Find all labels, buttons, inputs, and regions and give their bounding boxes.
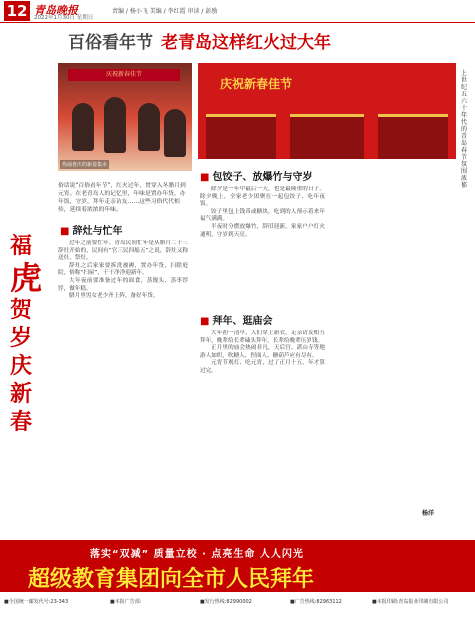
headline-left: 百俗看年节 bbox=[68, 33, 153, 53]
vertical-title-char: 虎 bbox=[10, 259, 43, 297]
vertical-title bbox=[10, 232, 46, 436]
paragraph: 腊月里男女老少齐上阵，备好年货。 bbox=[69, 293, 159, 300]
footer bbox=[0, 596, 475, 620]
section-mark-icon: ■ bbox=[200, 172, 210, 183]
section-title: ■ 辞灶与忙年 bbox=[60, 226, 123, 237]
advert-slogan: 落实“双减” 质量立校 · 点亮生命 人人闪光 bbox=[90, 549, 304, 560]
section-title: ■ 包饺子、放爆竹与守岁 bbox=[200, 172, 313, 183]
festival-banner-image bbox=[198, 63, 456, 159]
photo-person bbox=[164, 109, 186, 157]
paragraph: 正月里的庙会热闹非凡，天后宫、湛山寺等地游人如织，吹糖人、捏面人、糖葫芦应有尽有。 bbox=[200, 345, 325, 359]
byline: 杨洋 bbox=[422, 510, 435, 517]
market-stall bbox=[378, 114, 448, 159]
footer-item: ■发行热线:82990002 bbox=[200, 599, 252, 605]
paragraph: 大年夜前要准备过年的面食，蒸馒头、蒸枣饽饽，做年糕。 bbox=[58, 277, 188, 292]
photo-person bbox=[104, 97, 126, 153]
paragraph: 辞灶之后家家要拆洗被褥，置办年货，扫除庭院，俗称“扫屋”，干干净净迎新年。 bbox=[58, 262, 188, 277]
paper-name: 青岛晚报 bbox=[34, 4, 78, 17]
section-mark-icon: ■ bbox=[60, 226, 70, 237]
intro-paragraph: 俗话说“百俗看年节”，红火过年，贯穿入冬腊月到元宵。在老青岛人的记忆里，年味是置办年货，办年饭，守岁，拜年走亲访友……这些习俗代代相传，延续着浓浓的年味。 bbox=[58, 183, 186, 213]
advert-headline: 超级教育集团向全市人民拜年 bbox=[28, 566, 315, 592]
footer-item: ■本报广告部: bbox=[110, 599, 142, 605]
issue-date: 2022年1月30日 星期日 bbox=[34, 15, 94, 21]
photo-person bbox=[72, 103, 94, 151]
footer-item: ■全国统一邮发代号:23-343 bbox=[4, 599, 69, 605]
photo-caption: 热闹喜庆的新春集市 bbox=[62, 162, 108, 168]
paragraph: 半夜时分燃放爆竹，辞旧迎新，家家户户灯火通明，守岁到天亮。 bbox=[200, 223, 325, 238]
market-stall bbox=[206, 114, 276, 159]
headline-right: 老青岛这样红火过大年 bbox=[161, 33, 331, 53]
editors-line: 责编 / 杨小飞 美编 / 李红霞 审读 / 彭励 bbox=[112, 8, 218, 15]
section-body bbox=[200, 330, 325, 535]
page-headline bbox=[68, 28, 331, 56]
paragraph: 元宵节观灯、吃元宵，过了正月十五，年才算过完。 bbox=[200, 360, 325, 374]
vertical-title-char: 庆 bbox=[10, 353, 33, 379]
paragraph: 饺子里包上钱币或糖块，吃到的人预示着来年福气满满。 bbox=[200, 208, 325, 223]
masthead bbox=[0, 0, 475, 23]
footer-item: ■本报印刷:青岛报业印刷有限公司 bbox=[372, 599, 449, 605]
vertical-title-char: 新 bbox=[10, 381, 33, 407]
photo-person bbox=[138, 103, 160, 151]
advert-banner bbox=[0, 540, 475, 592]
sidebar-caption: 上世纪五六十年代的青岛春节氛围浓郁 bbox=[461, 70, 468, 189]
section-body bbox=[200, 186, 325, 306]
banner-image-text: 庆祝新春佳节 bbox=[220, 77, 293, 91]
section-mark-icon: ■ bbox=[200, 316, 210, 327]
paragraph: 大年初一清早，人们穿上新衣，走亲访友相互拜年，晚辈给长辈磕头拜年，长辈给晚辈压岁钱。 bbox=[200, 330, 325, 344]
market-stall bbox=[290, 114, 364, 159]
vertical-title-char: 福 bbox=[10, 233, 33, 259]
photo-banner: 庆祝新春佳节 bbox=[68, 69, 180, 81]
footer-item: ■广告热线:82963112 bbox=[290, 599, 342, 605]
new-year-market-photo bbox=[58, 63, 192, 171]
vertical-title-char: 贺 bbox=[10, 297, 33, 323]
paragraph: 过年之前要忙年。青岛民间忙年是从腊月二十三辞灶开始的，民间有“官三民四船五”之说，辞灶又称送灶、祭灶。 bbox=[58, 240, 188, 262]
vertical-title-char: 春 bbox=[10, 409, 33, 435]
page-number: 12 bbox=[4, 1, 30, 21]
vertical-title-char: 岁 bbox=[10, 325, 33, 351]
section-body bbox=[58, 240, 188, 538]
section-title: ■ 拜年、逛庙会 bbox=[200, 316, 273, 327]
paragraph: 除夕是一年中最后一天，也是最隆重的日子。除夕晚上，全家老少团聚在一起包饺子、吃年夜饭。 bbox=[200, 186, 325, 208]
